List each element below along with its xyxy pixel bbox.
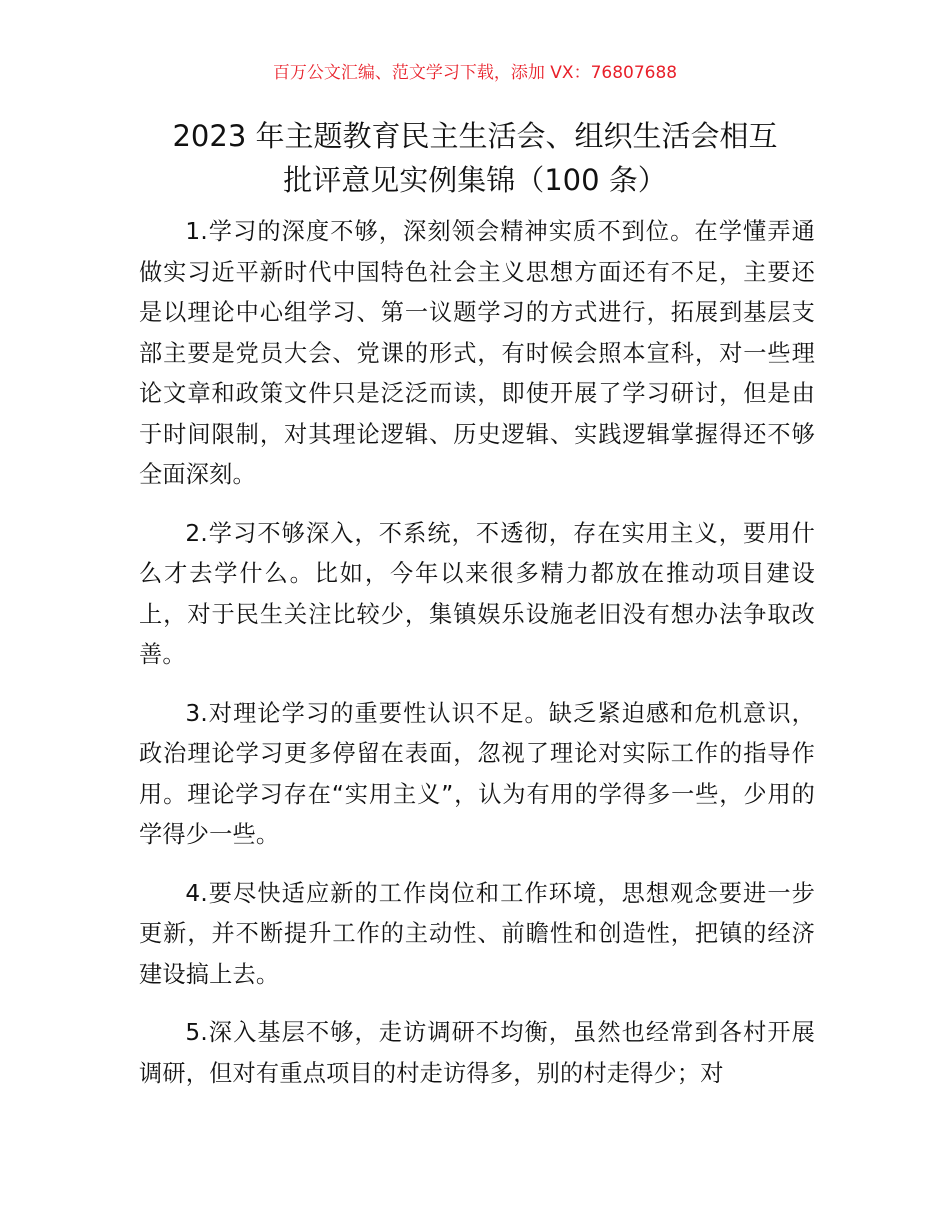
title-line-2: 批评意见实例集锦（100 条） (283, 163, 667, 197)
paragraph-3: 3.对理论学习的重要性认识不足。缺乏紧迫感和危机意识，政治理论学习更多停留在表面，忽视了理论对实际工作的指导作用。理论学习存在“实用主义”，认为有用的学得多一些，少用的学得少一些。 (139, 699, 815, 848)
document-body (139, 212, 815, 1112)
document-title (120, 114, 830, 202)
paragraph-2: 2.学习不够深入，不系统，不透彻，存在实用主义，要用什么才去学什么。比如，今年以来很多精力都放在推动项目建设上，对于民生关注比较少，集镇娱乐设施老旧没有想办法争取改善。 (139, 519, 815, 668)
paragraph-5: 5.深入基层不够，走访调研不均衡，虽然也经常到各村开展调研，但对有重点项目的村走访得多，别的村走得少；对 (139, 1019, 815, 1087)
title-line-1: 2023 年主题教育民主生活会、组织生活会相互 (172, 119, 778, 153)
paragraph-4: 4.要尽快适应新的工作岗位和工作环境，思想观念要进一步更新，并不断提升工作的主动性、前瞻性和创造性，把镇的经济建设搞上去。 (139, 879, 815, 988)
paragraph-1: 1.学习的深度不够，深刻领会精神实质不到位。在学懂弄通做实习近平新时代中国特色社会主义思想方面还有不足，主要还是以理论中心组学习、第一议题学习的方式进行，拓展到基层支部主要是党员大会、党课的形式，有时候会照本宣科，对一些理论文章和政策文件只是泛泛而读，即使开展了学习研讨，但是由于时间限制，对其理论逻辑、历史逻辑、实践逻辑掌握得还不够全面深刻。 (139, 218, 815, 488)
watermark-banner: 百万公文汇编、范文学习下载，添加 VX：76807688 (272, 63, 678, 83)
